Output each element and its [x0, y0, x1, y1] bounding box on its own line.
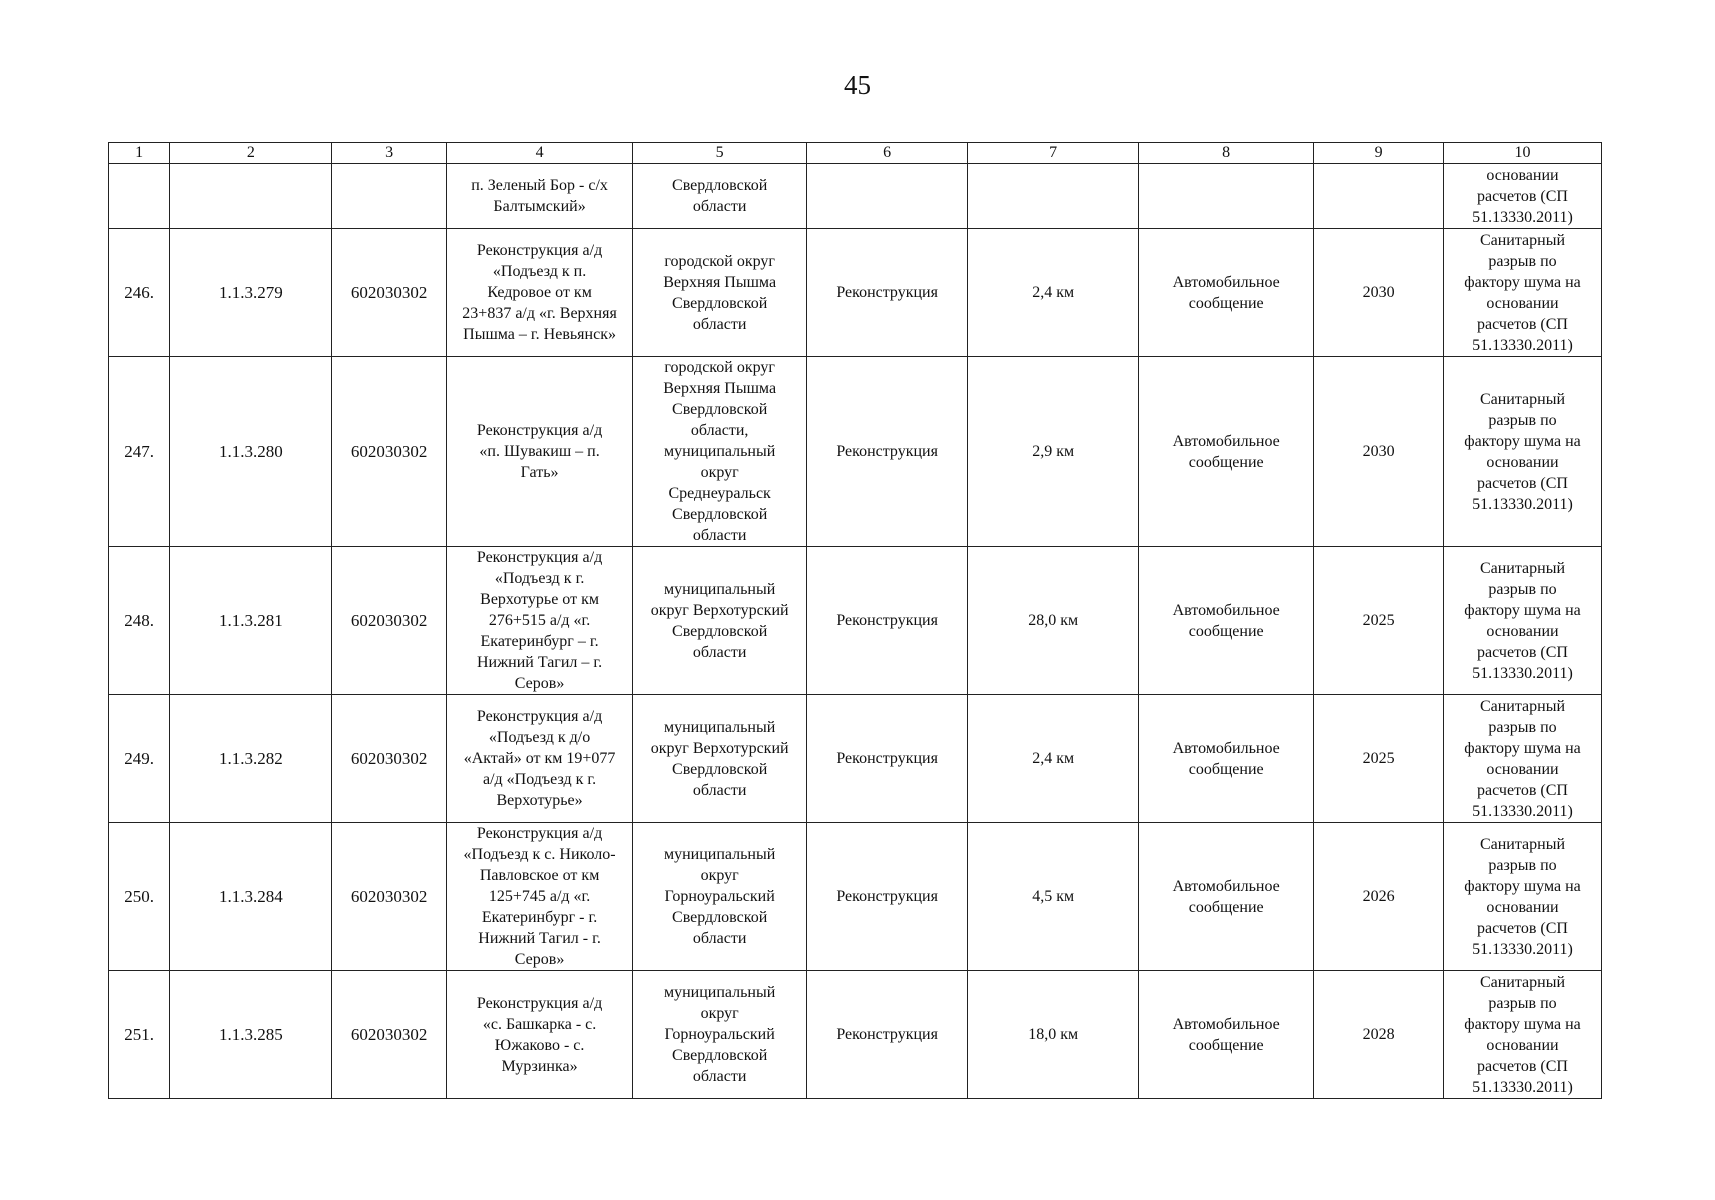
- table-header-row: [109, 143, 1602, 164]
- cell-code: 1.1.3.281: [170, 547, 332, 695]
- cell-code: 1.1.3.282: [170, 695, 332, 823]
- cell-location: Свердловской области: [633, 164, 807, 229]
- cell-row-number: 246.: [109, 229, 170, 357]
- cell-year: 2026: [1314, 823, 1444, 971]
- column-header: 1: [109, 143, 170, 164]
- cell-year: 2025: [1314, 547, 1444, 695]
- cell-location: муниципальный округ Горноуральский Свердловской области: [633, 971, 807, 1099]
- page-number: 45: [844, 70, 871, 100]
- cell-code: 1.1.3.285: [170, 971, 332, 1099]
- cell-row-number: 249.: [109, 695, 170, 823]
- column-header: 7: [968, 143, 1139, 164]
- table-row: [109, 547, 1602, 695]
- cell-object-name: Реконструкция а/д «Подъезд к п. Кедровое от км 23+837 а/д «г. Верхняя Пышма – г. Невьянск»: [447, 229, 633, 357]
- column-header: 6: [807, 143, 968, 164]
- cell-work-type: Реконструкция: [807, 695, 968, 823]
- table-row: [109, 357, 1602, 547]
- cell-object-name: Реконструкция а/д «п. Шувакиш – п. Гать»: [447, 357, 633, 547]
- cell-row-number: 247.: [109, 357, 170, 547]
- cell-location: городской округ Верхняя Пышма Свердловской области: [633, 229, 807, 357]
- cell-purpose: [1139, 164, 1314, 229]
- cell-classifier-code: 602030302: [332, 229, 447, 357]
- cell-classifier-code: 602030302: [332, 695, 447, 823]
- cell-zone: Санитарный разрыв по фактору шума на основании расчетов (СП 51.13330.2011): [1443, 229, 1601, 357]
- cell-code: 1.1.3.279: [170, 229, 332, 357]
- cell-zone: Санитарный разрыв по фактору шума на основании расчетов (СП 51.13330.2011): [1443, 695, 1601, 823]
- data-table: [108, 142, 1602, 1099]
- cell-purpose: Автомобильное сообщение: [1139, 695, 1314, 823]
- cell-classifier-code: 602030302: [332, 971, 447, 1099]
- cell-length: 28,0 км: [968, 547, 1139, 695]
- cell-zone: основании расчетов (СП 51.13330.2011): [1443, 164, 1601, 229]
- cell-year: 2025: [1314, 695, 1444, 823]
- cell-purpose: Автомобильное сообщение: [1139, 971, 1314, 1099]
- cell-zone: Санитарный разрыв по фактору шума на основании расчетов (СП 51.13330.2011): [1443, 547, 1601, 695]
- cell-work-type: Реконструкция: [807, 547, 968, 695]
- cell-row-number: [109, 164, 170, 229]
- cell-purpose: Автомобильное сообщение: [1139, 357, 1314, 547]
- cell-purpose: Автомобильное сообщение: [1139, 229, 1314, 357]
- cell-work-type: Реконструкция: [807, 823, 968, 971]
- cell-work-type: [807, 164, 968, 229]
- cell-purpose: Автомобильное сообщение: [1139, 547, 1314, 695]
- cell-object-name: Реконструкция а/д «Подъезд к д/о «Актай» от км 19+077 а/д «Подъезд к г. Верхотурье»: [447, 695, 633, 823]
- column-header: 4: [447, 143, 633, 164]
- cell-row-number: 251.: [109, 971, 170, 1099]
- cell-classifier-code: 602030302: [332, 823, 447, 971]
- cell-year: [1314, 164, 1444, 229]
- table-row: [109, 229, 1602, 357]
- cell-zone: Санитарный разрыв по фактору шума на основании расчетов (СП 51.13330.2011): [1443, 357, 1601, 547]
- column-header: 5: [633, 143, 807, 164]
- column-header: 3: [332, 143, 447, 164]
- cell-length: 4,5 км: [968, 823, 1139, 971]
- cell-length: 2,4 км: [968, 695, 1139, 823]
- cell-length: 2,9 км: [968, 357, 1139, 547]
- table-row: [109, 971, 1602, 1099]
- cell-object-name: Реконструкция а/д «Подъезд к с. Николо- Павловское от км 125+745 а/д «г. Екатеринбург - г. Нижний Тагил - г. Серов»: [447, 823, 633, 971]
- cell-year: 2030: [1314, 357, 1444, 547]
- cell-classifier-code: 602030302: [332, 357, 447, 547]
- cell-length: [968, 164, 1139, 229]
- cell-location: муниципальный округ Верхотурский Свердловской области: [633, 695, 807, 823]
- cell-zone: Санитарный разрыв по фактору шума на основании расчетов (СП 51.13330.2011): [1443, 971, 1601, 1099]
- column-header: 9: [1314, 143, 1444, 164]
- cell-length: 18,0 км: [968, 971, 1139, 1099]
- cell-work-type: Реконструкция: [807, 971, 968, 1099]
- cell-work-type: Реконструкция: [807, 357, 968, 547]
- cell-classifier-code: [332, 164, 447, 229]
- cell-row-number: 248.: [109, 547, 170, 695]
- cell-year: 2028: [1314, 971, 1444, 1099]
- column-header: 2: [170, 143, 332, 164]
- cell-code: 1.1.3.284: [170, 823, 332, 971]
- cell-location: городской округ Верхняя Пышма Свердловской области, муниципальный округ Среднеуральск Свердловской области: [633, 357, 807, 547]
- cell-zone: Санитарный разрыв по фактору шума на основании расчетов (СП 51.13330.2011): [1443, 823, 1601, 971]
- table-row: [109, 164, 1602, 229]
- cell-location: муниципальный округ Верхотурский Свердловской области: [633, 547, 807, 695]
- cell-object-name: Реконструкция а/д «Подъезд к г. Верхотурье от км 276+515 а/д «г. Екатеринбург – г. Нижний Тагил – г. Серов»: [447, 547, 633, 695]
- cell-code: 1.1.3.280: [170, 357, 332, 547]
- cell-row-number: 250.: [109, 823, 170, 971]
- cell-object-name: Реконструкция а/д «с. Башкарка - с. Южаково - с. Мурзинка»: [447, 971, 633, 1099]
- column-header: 8: [1139, 143, 1314, 164]
- cell-object-name: п. Зеленый Бор - с/х Балтымский»: [447, 164, 633, 229]
- cell-length: 2,4 км: [968, 229, 1139, 357]
- table-row: [109, 823, 1602, 971]
- cell-work-type: Реконструкция: [807, 229, 968, 357]
- cell-year: 2030: [1314, 229, 1444, 357]
- cell-purpose: Автомобильное сообщение: [1139, 823, 1314, 971]
- table-row: [109, 695, 1602, 823]
- cell-classifier-code: 602030302: [332, 547, 447, 695]
- cell-location: муниципальный округ Горноуральский Свердловской области: [633, 823, 807, 971]
- column-header: 10: [1443, 143, 1601, 164]
- cell-code: [170, 164, 332, 229]
